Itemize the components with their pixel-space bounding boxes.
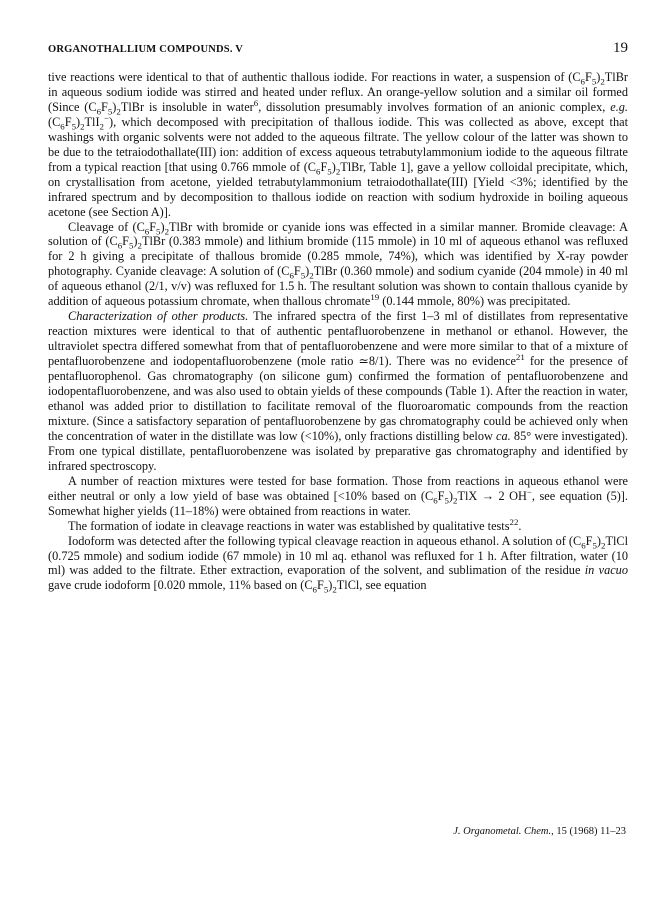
subscript: 2 — [453, 495, 458, 506]
running-head: ORGANOTHALLIUM COMPOUNDS. V — [48, 44, 244, 55]
superscript: 22 — [509, 516, 519, 527]
italic-text: Characterization of other products. — [68, 309, 249, 324]
subscript: 2 — [309, 270, 314, 281]
subscript: 5 — [300, 270, 306, 281]
paragraph: The formation of iodate in cleavage reactions in water was established by qualitative tests$^{22}$. — [68, 516, 522, 533]
subscript: 2 — [137, 240, 142, 251]
paragraph: tive reactions were identical to that of authentic thallous iodide. For reactions in water, a suspension of $(C_6F_5)_2TlBr$ in aqueous sodium iodide was stirred and heated under reflux. An orange-yellow solution and a similar oil formed (Since $(C_6F_5)_2TlBr$ is insoluble in water$^6$, dissolution presumably involves formation of an anionic complex, e.g. $(C_6F_5)_2TlI_2^-$), which decomposed with precipitation of thallous iodide. This was collected as above, except that washings with organic solvents were not added to the aqueous filtrate. The yellow colour of the latter was shown to be due to the tetraiodothallate(III) ion: addition of excess aqueous tetrabutylammonium iodide to the aqueous filtrate from a typical reaction [that using 0.766 mmole of $(C_6F_5)_2TlBr$, Table 1], gave a yellow colloidal precipitate, which, on crystallisation from acetone, yielded tetrabutylammonium tetraiodothallate(III) [Yield <3%; identified by the infrared spectrum and by decomposition to thallous iodide on reaction with sodium hydroxide in boiling aqueous acetone (see Section A)]. — [48, 70, 629, 219]
subscript: 6 — [96, 106, 102, 117]
subscript: 6 — [144, 225, 150, 236]
superscript: 21 — [515, 352, 525, 363]
subscript: 2 — [601, 540, 606, 550]
subscript: 2 — [80, 121, 85, 132]
paragraph: A number of reaction mixtures were tested for base formation. Those from reactions in aqueous ethanol were either neutral or only a low yield of base was obtained [<10% based on $(C_6F_5)_2TlX \to 2$ OH−, see equation (5)]. Somewhat higher yields (11–18%) were obtained from reactions in water. — [48, 473, 628, 518]
superscript: − — [526, 486, 532, 497]
paragraph: Characterization of other products. The infrared spectra of the first 1–3 ml of distillates from representative reaction mixtures were identical to that of authentic pentafluorobenzene in methanol or ethanol. However, the ultraviolet spectra differed somewhat from that of pentafluorobenzene and were more similar to that of a mixture of pentafluorobenzene and iodopentafluorobenzene (mole ratio ≃8/1). There was no evidence$^{21}$ for the presence of pentafluorophenol. Gas chromatography (on silicone gum) confirmed the formation of pentafluorobenzene and iodopentafluorobenzene, and was also used to obtain yields of these compounds (Table 1). After the reaction in water, ethanol was added prior to distillation to facilitate removal of the fluoroaromatic compounds from the reaction mixture. (Since a satisfactory separation of pentafluorobenzene by gas chromatography could be achieved only when the concentration of water in the distillate was low (<10%), only fractions distilling below ca. 85° were investigated). From one typical distillate, pentafluorobenzene was isolated by preparative gas chromatography and identified by infrared spectroscopy. — [48, 309, 628, 473]
subscript: 2 — [99, 121, 104, 132]
subscript: 5 — [592, 540, 597, 550]
subscript: 6 — [581, 540, 586, 550]
subscript: 6 — [312, 584, 317, 595]
subscript: 2 — [116, 106, 121, 117]
superscript: − — [103, 112, 109, 123]
subscript: 6 — [580, 76, 585, 87]
paragraph: Iodoform was detected after the following typical cleavage reaction in aqueous ethanol. A solution of $(C_6F_5)_2TlCl$ (0.725 mmole) and sodium iodide (67 mmole) in 10 ml aq. ethanol was refluxed for 1 h. After filtration, water (10 ml) was added to the filtrate. Ether extraction, evaporation of the solvent, and sublimation of the residue in vacuo gave crude iodoform [0.020 mmole, 11% based on $(C_6F_5)_2TlCl$, see equation — [48, 533, 628, 595]
page — [48, 40, 628, 593]
subscript: 6 — [289, 270, 294, 281]
subscript: 6 — [60, 121, 65, 132]
subscript: 6 — [117, 240, 123, 251]
journal-citation — [453, 826, 626, 837]
subscript: 5 — [107, 106, 113, 117]
superscript: 6 — [253, 97, 259, 108]
italic-text: e.g. — [610, 99, 628, 114]
subscript: 5 — [156, 225, 161, 236]
subscript: 2 — [164, 225, 169, 236]
italic-text: ca. — [496, 428, 511, 443]
subscript: 5 — [128, 240, 134, 251]
superscript: 19 — [370, 292, 380, 303]
subscript: 5 — [444, 495, 449, 506]
subscript: 5 — [591, 76, 597, 87]
subscript: 5 — [327, 166, 332, 177]
page-number: 19 — [613, 40, 628, 56]
subscript: 5 — [323, 584, 329, 595]
journal-name: J. Organometal. Chem. — [453, 826, 552, 837]
paragraph: Cleavage of $(C_6F_5)_2TlBr$ with bromide or cyanide ions was effected in a similar manner. Bromide cleavage: A solution of $(C_6F_5)_2TlBr$ (0.383 mmole) and lithium bromide (115 mmole) in 10 ml of aqueous ethanol was refluxed for 2 h giving a precipitate of thallous bromide (0.285 mmole, 74%), which was identified by X-ray powder photography. Cyanide cleavage: A solution of $(C_6F_5)_2TlBr$ (0.360 mmole) and sodium cyanide (204 mmole) in 40 ml of aqueous ethanol (2/1, v/v) was refluxed for 1.5 h. The resultant solution was shown to contain thallous cyanide by addition of aqueous potassium chromate, when thallous chromate$^{19}$ (0.144 mmole, 80%) was precipitated. — [48, 219, 629, 309]
article-body — [48, 70, 628, 593]
subscript: 2 — [332, 584, 337, 595]
subscript: 2 — [600, 76, 605, 87]
page-header — [48, 40, 628, 62]
subscript: 5 — [71, 121, 76, 132]
subscript: 6 — [316, 166, 321, 177]
journal-volume: , 15 (1968) 11–23 — [551, 826, 626, 837]
italic-text: in vacuo — [584, 563, 628, 578]
subscript: 2 — [335, 166, 341, 177]
subscript: 6 — [433, 495, 438, 506]
